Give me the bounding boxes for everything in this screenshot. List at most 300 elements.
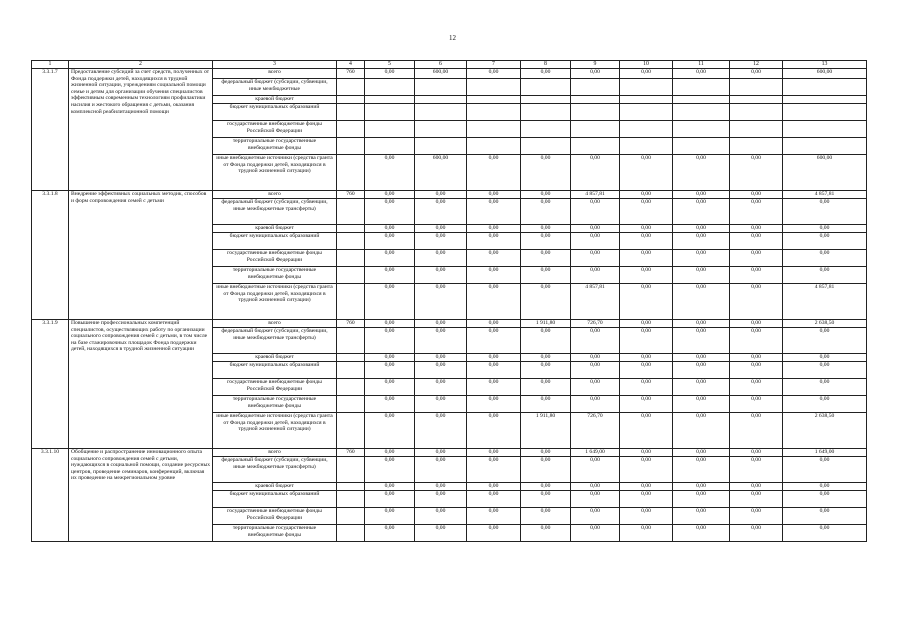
amount-cell: 0,00 [673,483,730,491]
amount-cell: 0,00 [521,362,571,379]
amount-cell: 0,00 [415,250,467,267]
amount-cell: 0,00 [673,320,730,328]
budget-code-cell [337,354,365,362]
amount-cell: 0,00 [730,379,783,396]
amount-cell: 0,00 [415,396,467,413]
amount-cell: 0,00 [467,199,521,225]
amount-cell: 0,00 [521,354,571,362]
activity-code: 3.3.1.9 [32,320,69,449]
amount-cell [730,96,783,104]
amount-cell: 0,00 [365,155,415,191]
amount-cell: 0,00 [467,354,521,362]
amount-cell: 0,00 [521,199,571,225]
amount-cell: 0,00 [571,491,620,508]
amount-cell [571,121,620,138]
amount-cell: 0,00 [467,449,521,457]
amount-cell [783,104,867,121]
funding-source: бюджет муниципальных образований [213,491,337,508]
amount-cell: 0,00 [467,284,521,320]
funding-source: всего [213,191,337,199]
column-number-row [32,61,867,69]
amount-cell: 0,00 [783,379,867,396]
amount-cell [365,121,415,138]
amount-cell: 1 649,00 [783,449,867,457]
amount-cell: 0,00 [571,354,620,362]
budget-code-cell: 760 [337,191,365,199]
amount-cell: 0,00 [783,525,867,542]
amount-cell [673,138,730,155]
amount-cell [415,104,467,121]
amount-cell: 0,00 [620,413,673,449]
amount-cell: 0,00 [521,328,571,354]
table-row [32,449,867,457]
amount-cell: 0,00 [673,525,730,542]
amount-cell: 0,00 [365,396,415,413]
budget-code-cell [337,508,365,525]
amount-cell: 0,00 [365,483,415,491]
amount-cell: 0,00 [365,199,415,225]
amount-cell [620,121,673,138]
amount-cell: 0,00 [467,191,521,199]
amount-cell: 0,00 [783,225,867,233]
funding-source: государственные внебюджетные фонды Российской Федерации [213,508,337,525]
amount-cell: 0,00 [467,267,521,284]
amount-cell: 0,00 [620,320,673,328]
amount-cell: 1 911,80 [521,320,571,328]
amount-cell: 2 638,50 [783,413,867,449]
budget-code-cell [337,379,365,396]
amount-cell: 0,00 [783,233,867,250]
amount-cell: 0,00 [620,354,673,362]
amount-cell [673,104,730,121]
amount-cell: 0,00 [571,250,620,267]
amount-cell: 0,00 [571,457,620,483]
funding-source: краевой бюджет [213,483,337,491]
amount-cell: 0,00 [365,233,415,250]
amount-cell: 0,00 [415,233,467,250]
budget-code-cell [337,96,365,104]
funding-source: краевой бюджет [213,354,337,362]
amount-cell: 0,00 [467,233,521,250]
budget-code-cell [337,284,365,320]
funding-source: всего [213,320,337,328]
amount-cell: 0,00 [730,328,783,354]
amount-cell: 0,00 [365,191,415,199]
amount-cell: 0,00 [730,413,783,449]
amount-cell: 0,00 [467,413,521,449]
amount-cell: 0,00 [730,362,783,379]
amount-cell: 0,00 [365,250,415,267]
amount-cell [467,96,521,104]
budget-code-cell [337,233,365,250]
amount-cell: 0,00 [467,396,521,413]
amount-cell: 0,00 [620,69,673,79]
budget-code-cell [337,250,365,267]
amount-cell: 0,00 [365,525,415,542]
amount-cell [365,96,415,104]
amount-cell: 0,00 [467,225,521,233]
amount-cell [521,121,571,138]
amount-cell: 0,00 [467,508,521,525]
amount-cell [415,96,467,104]
amount-cell [571,104,620,121]
amount-cell: 0,00 [415,354,467,362]
budget-code-cell: 760 [337,320,365,328]
amount-cell: 600,00 [783,155,867,191]
amount-cell: 0,00 [365,69,415,79]
amount-cell: 0,00 [365,413,415,449]
budget-code-cell [337,104,365,121]
amount-cell: 0,00 [783,267,867,284]
amount-cell [730,104,783,121]
amount-cell: 0,00 [365,362,415,379]
amount-cell: 0,00 [620,491,673,508]
amount-cell: 0,00 [673,354,730,362]
activity-code: 3.3.1.8 [32,191,69,320]
funding-source: территориальные государственные внебюджетные фонды [213,267,337,284]
amount-cell: 726,70 [571,413,620,449]
amount-cell [783,138,867,155]
amount-cell: 0,00 [571,379,620,396]
amount-cell: 0,00 [783,328,867,354]
amount-cell [783,121,867,138]
amount-cell: 0,00 [467,525,521,542]
funding-source: государственные внебюджетные фонды Российской Федерации [213,379,337,396]
amount-cell: 0,00 [783,250,867,267]
amount-cell: 0,00 [673,69,730,79]
amount-cell: 0,00 [467,483,521,491]
amount-cell: 600,00 [415,69,467,79]
amount-cell: 0,00 [620,525,673,542]
amount-cell [467,104,521,121]
amount-cell [467,121,521,138]
amount-cell [365,104,415,121]
amount-cell: 4 857,81 [571,284,620,320]
funding-source: всего [213,69,337,79]
amount-cell: 0,00 [415,225,467,233]
amount-cell: 0,00 [521,284,571,320]
amount-cell: 0,00 [673,250,730,267]
amount-cell: 0,00 [673,379,730,396]
amount-cell: 0,00 [521,191,571,199]
amount-cell [521,104,571,121]
amount-cell: 0,00 [730,267,783,284]
amount-cell [730,138,783,155]
funding-source: всего [213,449,337,457]
amount-cell: 0,00 [673,199,730,225]
table-row [32,320,867,328]
amount-cell: 0,00 [365,284,415,320]
amount-cell [620,104,673,121]
amount-cell: 0,00 [521,483,571,491]
amount-cell: 0,00 [620,379,673,396]
amount-cell: 0,00 [783,354,867,362]
amount-cell [571,96,620,104]
amount-cell: 0,00 [415,483,467,491]
budget-code-cell [337,199,365,225]
amount-cell: 0,00 [730,457,783,483]
amount-cell: 0,00 [415,457,467,483]
column-number: 12 [730,61,783,69]
amount-cell: 0,00 [730,525,783,542]
amount-cell: 0,00 [571,396,620,413]
amount-cell: 0,00 [783,396,867,413]
funding-source: иные внебюджетные источники (средства гранта от Фонда поддержки детей, находящихся в трудной жизненной ситуации) [213,155,337,191]
budget-code-cell [337,413,365,449]
amount-cell: 1 911,80 [521,413,571,449]
amount-cell: 0,00 [467,362,521,379]
amount-cell: 0,00 [415,267,467,284]
amount-cell [571,138,620,155]
amount-cell: 0,00 [673,491,730,508]
amount-cell: 600,00 [415,155,467,191]
amount-cell: 0,00 [783,199,867,225]
amount-cell: 0,00 [365,267,415,284]
amount-cell: 0,00 [730,225,783,233]
amount-cell: 0,00 [730,483,783,491]
budget-code-cell [337,121,365,138]
amount-cell: 0,00 [620,225,673,233]
budget-code-cell [337,525,365,542]
amount-cell: 0,00 [365,449,415,457]
funding-source: бюджет муниципальных образований [213,233,337,250]
amount-cell: 0,00 [571,69,620,79]
column-number: 1 [32,61,69,69]
amount-cell [620,96,673,104]
amount-cell: 0,00 [467,457,521,483]
amount-cell: 4 857,81 [783,284,867,320]
amount-cell: 0,00 [673,284,730,320]
amount-cell: 0,00 [783,508,867,525]
funding-source: территориальные государственные внебюджетные фонды [213,138,337,155]
amount-cell: 0,00 [730,155,783,191]
amount-cell: 0,00 [415,491,467,508]
column-number: 2 [69,61,213,69]
amount-cell: 0,00 [415,284,467,320]
amount-cell: 0,00 [620,508,673,525]
amount-cell: 0,00 [673,155,730,191]
amount-cell: 0,00 [365,491,415,508]
budget-code-cell [337,267,365,284]
amount-cell: 0,00 [521,69,571,79]
amount-cell: 0,00 [521,525,571,542]
amount-cell: 600,00 [783,69,867,79]
amount-cell: 0,00 [521,396,571,413]
amount-cell: 0,00 [673,449,730,457]
amount-cell: 0,00 [415,362,467,379]
amount-cell: 0,00 [521,379,571,396]
activity-title: Повышение профессиональных компетенций специалистов, осуществляющих работу по организации социального сопровождения семей с детьми, в том числе на базе стажировочных площадок Фонда поддержки детей, находящихся в трудной жизненной ситуации [69,320,213,449]
amount-cell: 0,00 [673,328,730,354]
amount-cell [783,79,867,96]
amount-cell: 726,70 [571,320,620,328]
amount-cell [467,138,521,155]
amount-cell: 0,00 [620,267,673,284]
amount-cell: 0,00 [673,362,730,379]
amount-cell: 0,00 [730,320,783,328]
amount-cell: 0,00 [415,449,467,457]
amount-cell: 1 649,00 [571,449,620,457]
amount-cell: 0,00 [730,449,783,457]
funding-source: федеральный бюджет (субсидии, субвенции, иные межбюджетные [213,79,337,96]
budget-code-cell [337,328,365,354]
amount-cell: 0,00 [620,250,673,267]
amount-cell: 0,00 [783,491,867,508]
amount-cell: 0,00 [571,362,620,379]
funding-source: бюджет муниципальных образований [213,104,337,121]
amount-cell: 0,00 [620,483,673,491]
amount-cell: 0,00 [783,483,867,491]
column-number: 6 [415,61,467,69]
amount-cell: 0,00 [467,491,521,508]
funding-source: иные внебюджетные источники (средства гранта от Фонда поддержки детей, находящихся в трудной жизненной ситуации) [213,413,337,449]
amount-cell: 0,00 [521,508,571,525]
table-row [32,191,867,199]
amount-cell: 0,00 [415,525,467,542]
amount-cell: 0,00 [365,457,415,483]
amount-cell: 0,00 [620,284,673,320]
amount-cell: 0,00 [467,155,521,191]
activity-title: Предоставление субсидий за счет средств, полученных от Фонда поддержки детей, находящихся в трудной жизненной ситуации, учреждениям социальной помощи семье и детям для организации обучения специалистов эффективным современным технологиям профилактики насилия и жестокого обращения с детьми, оказания комплексной реабилитационной помощи [69,69,213,191]
amount-cell: 0,00 [730,191,783,199]
column-number: 8 [521,61,571,69]
amount-cell [730,121,783,138]
amount-cell: 0,00 [730,233,783,250]
amount-cell [571,79,620,96]
amount-cell: 0,00 [620,396,673,413]
funding-source: территориальные государственные внебюджетные фонды [213,525,337,542]
budget-code-cell [337,491,365,508]
amount-cell [521,79,571,96]
amount-cell: 0,00 [620,328,673,354]
amount-cell: 0,00 [730,491,783,508]
page-number: 12 [449,34,456,42]
amount-cell: 0,00 [620,449,673,457]
amount-cell: 0,00 [365,225,415,233]
budget-code-cell [337,457,365,483]
amount-cell: 0,00 [620,155,673,191]
amount-cell: 0,00 [620,199,673,225]
amount-cell: 0,00 [730,354,783,362]
amount-cell: 0,00 [620,233,673,250]
amount-cell: 0,00 [467,320,521,328]
amount-cell [673,96,730,104]
amount-cell: 0,00 [467,379,521,396]
budget-code-cell [337,225,365,233]
amount-cell: 0,00 [521,225,571,233]
amount-cell [730,79,783,96]
table-row [32,69,867,79]
amount-cell [365,138,415,155]
funding-source: краевой бюджет [213,225,337,233]
amount-cell: 0,00 [673,413,730,449]
amount-cell: 0,00 [521,267,571,284]
amount-cell: 0,00 [620,362,673,379]
amount-cell [415,138,467,155]
activity-code: 3.3.1.7 [32,69,69,191]
activity-title: Внедрение эффективных социальных методик, способов и форм сопровождения семей с детьми [69,191,213,320]
amount-cell: 0,00 [730,250,783,267]
budget-code-cell [337,362,365,379]
budget-code-cell [337,396,365,413]
amount-cell: 0,00 [365,379,415,396]
amount-cell: 0,00 [620,191,673,199]
amount-cell: 0,00 [571,233,620,250]
activity-code: 3.3.1.10 [32,449,69,542]
amount-cell: 0,00 [415,413,467,449]
amount-cell [783,96,867,104]
funding-source: территориальные государственные внебюджетные фонды [213,396,337,413]
amount-cell: 0,00 [673,225,730,233]
amount-cell: 4 857,81 [783,191,867,199]
amount-cell: 0,00 [467,250,521,267]
column-number: 11 [673,61,730,69]
amount-cell: 0,00 [620,457,673,483]
amount-cell: 0,00 [415,328,467,354]
amount-cell: 4 857,81 [571,191,620,199]
amount-cell: 0,00 [467,69,521,79]
amount-cell: 0,00 [783,362,867,379]
amount-cell: 0,00 [415,320,467,328]
amount-cell: 0,00 [730,396,783,413]
amount-cell: 0,00 [673,457,730,483]
amount-cell: 0,00 [730,199,783,225]
amount-cell: 0,00 [783,457,867,483]
amount-cell [620,138,673,155]
funding-source: федеральный бюджет (субсидии, субвенции, иные межбюджетные трансферты) [213,199,337,225]
column-number: 3 [213,61,337,69]
budget-code-cell [337,79,365,96]
amount-cell: 0,00 [415,191,467,199]
funding-source: федеральный бюджет (субсидии, субвенции, иные межбюджетные трансферты) [213,457,337,483]
amount-cell: 0,00 [673,191,730,199]
amount-cell: 0,00 [673,396,730,413]
funding-source: государственные внебюджетные фонды Российской Федерации [213,121,337,138]
column-number: 13 [783,61,867,69]
budget-code-cell [337,155,365,191]
amount-cell: 0,00 [467,328,521,354]
funding-source: краевой бюджет [213,96,337,104]
amount-cell [365,79,415,96]
funding-source: государственные внебюджетные фонды Российской Федерации [213,250,337,267]
amount-cell: 0,00 [521,449,571,457]
amount-cell: 0,00 [521,233,571,250]
column-number: 10 [620,61,673,69]
amount-cell [673,121,730,138]
amount-cell [415,121,467,138]
amount-cell: 0,00 [415,379,467,396]
budget-code-cell [337,138,365,155]
amount-cell: 0,00 [415,199,467,225]
amount-cell: 0,00 [571,267,620,284]
amount-cell: 0,00 [365,320,415,328]
budget-code-cell: 760 [337,69,365,79]
amount-cell: 0,00 [365,508,415,525]
amount-cell: 0,00 [571,328,620,354]
amount-cell: 0,00 [730,508,783,525]
amount-cell: 0,00 [365,354,415,362]
amount-cell: 0,00 [521,155,571,191]
column-number: 9 [571,61,620,69]
amount-cell [415,79,467,96]
amount-cell [521,138,571,155]
amount-cell: 0,00 [521,491,571,508]
amount-cell: 2 638,50 [783,320,867,328]
amount-cell: 0,00 [673,508,730,525]
amount-cell: 0,00 [673,233,730,250]
amount-cell: 0,00 [521,250,571,267]
amount-cell: 0,00 [571,508,620,525]
